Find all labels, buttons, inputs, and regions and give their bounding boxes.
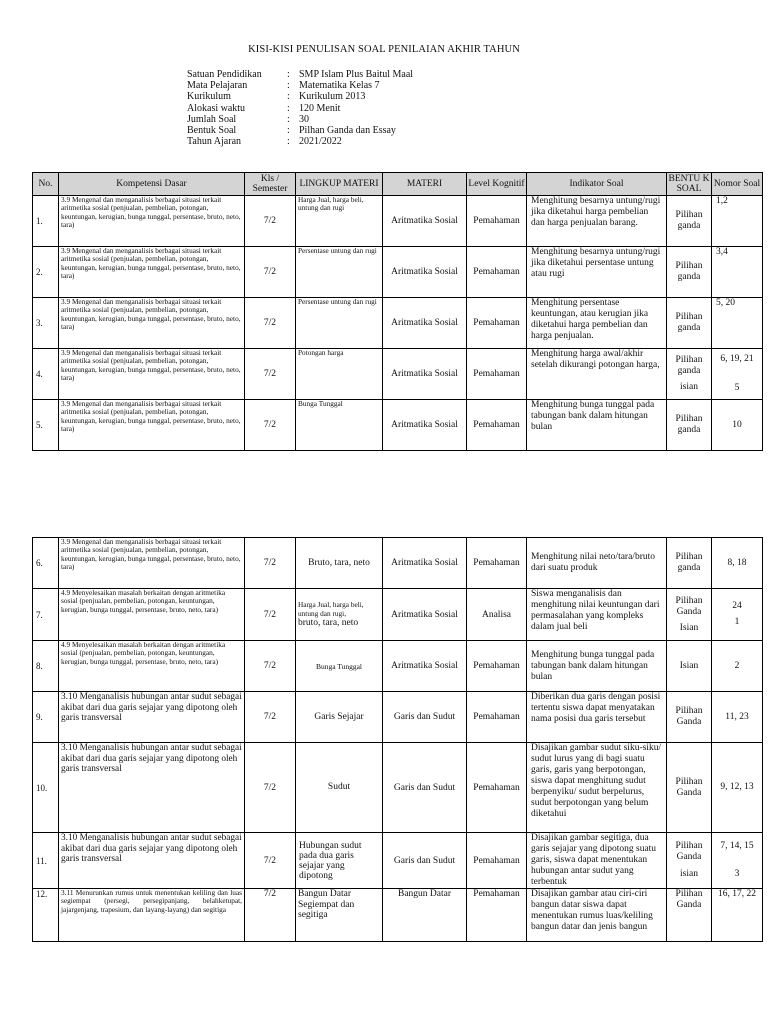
kls-semester: 7/2 — [245, 833, 296, 889]
lingkup-materi: Bruto, tara, neto — [296, 538, 383, 589]
bentuk-soal — [667, 349, 712, 400]
meta-colon: : — [287, 113, 290, 125]
bentuk-soal-primary: Pilihan ganda — [675, 355, 703, 376]
row-number: 6. — [33, 538, 59, 589]
meta-value: SMP Islam Plus Baitul Maal — [299, 69, 414, 80]
nomor-soal-primary: 6, 19, 21 — [720, 354, 754, 364]
meta-label: Kurikulum — [187, 91, 231, 103]
kompetensi-dasar: 3.9 Mengenal dan menganalisis berbagai situasi terkait aritmetika sosial (penjualan, pembelian, potongan, keuntungan, kerugian, bunga tunggal, persentase, bruto, neto, tara) — [59, 196, 245, 247]
bentuk-soal-primary: Pilihan Ganda — [675, 841, 703, 862]
bentuk-soal — [667, 589, 712, 641]
meta-label: Jumlah Soal — [187, 113, 237, 125]
lingkup-materi-secondary: bruto, tara, neto — [298, 617, 359, 628]
table-row — [33, 400, 763, 451]
header-kompetensi-dasar: Kompetensi Dasar — [59, 173, 245, 196]
meta-row-kurikulum — [187, 91, 413, 102]
kompetensi-dasar: 3.10 Menganalisis hubungan antar sudut sebagai akibat dari dua garis sejajar yang dipotong oleh garis transversal — [59, 833, 245, 889]
nomor-soal: 2 — [712, 641, 763, 692]
kisi-kisi-table-page-2 — [32, 537, 763, 942]
header-no: No. — [33, 173, 59, 196]
bentuk-soal: Isian — [667, 641, 712, 692]
row-number: 5. — [33, 400, 59, 451]
table-row — [33, 298, 763, 349]
row-number: 3. — [33, 298, 59, 349]
nomor-soal: 10 — [712, 400, 763, 451]
lingkup-materi — [296, 589, 383, 641]
table-row — [33, 247, 763, 298]
materi: Aritmatika Sosial — [383, 538, 467, 589]
kls-semester: 7/2 — [245, 247, 296, 298]
header-level-kognitif: Level Kognitif — [467, 173, 527, 196]
row-number: 1. — [33, 196, 59, 247]
bentuk-soal: Pilihan ganda — [667, 298, 712, 349]
lingkup-materi: Potongan harga — [296, 349, 383, 400]
indikator-soal: Menghitung bunga tunggal pada tabungan bank dalam hitungan bulan — [527, 400, 667, 451]
table-row — [33, 692, 763, 743]
materi: Garis dan Sudut — [383, 692, 467, 743]
kompetensi-dasar: 3.10 Menganalisis hubungan antar sudut sebagai akibat dari dua garis sejajar yang dipotong oleh garis transversal — [59, 743, 245, 833]
table-row — [33, 196, 763, 247]
row-number: 10. — [33, 743, 59, 833]
nomor-soal: 5, 20 — [712, 298, 763, 349]
bentuk-soal-primary: Pilihan Ganda — [675, 595, 703, 617]
level-kognitif: Pemahaman — [467, 298, 527, 349]
kompetensi-dasar: 3.10 Menganalisis hubungan antar sudut sebagai akibat dari dua garis sejajar yang dipotong oleh garis transversal — [59, 692, 245, 743]
bentuk-soal: Pilihan ganda — [667, 196, 712, 247]
nomor-soal: 11, 23 — [712, 692, 763, 743]
row-number: 11. — [33, 833, 59, 889]
bentuk-soal: Pilihan ganda — [667, 400, 712, 451]
lingkup-materi: Persentase untung dan rugi — [296, 298, 383, 349]
kompetensi-dasar: 3.9 Mengenal dan menganalisis berbagai situasi terkait aritmetika sosial (penjualan, pembelian, potongan, keuntungan, kerugian, bunga tunggal, persentase, bruto, neto, tara) — [59, 538, 245, 589]
indikator-soal: Disajikan gambar sudut siku-siku/ sudut lurus yang di bagi suatu garis, garis yang berpotongan, siswa dapat menghitung sudut berpenyiku/ sudut berpelurus, sudut berpotongan yang belum diketahui — [527, 743, 667, 833]
lingkup-materi: Garis Sejajar — [296, 692, 383, 743]
table-row — [33, 349, 763, 400]
nomor-soal: 9, 12, 13 — [712, 743, 763, 833]
kls-semester: 7/2 — [245, 743, 296, 833]
meta-row-tahun-ajaran — [187, 136, 413, 147]
bentuk-soal: Pilihan ganda — [667, 538, 712, 589]
indikator-soal: Diberikan dua garis dengan posisi tertentu siswa dapat menyatakan nama posisi dua garis tersebut — [527, 692, 667, 743]
row-number: 9. — [33, 692, 59, 743]
meta-row-alokasi-waktu — [187, 103, 413, 114]
level-kognitif: Pemahaman — [467, 349, 527, 400]
table-row — [33, 641, 763, 692]
header-kls-semester: Kls / Semester — [245, 173, 296, 196]
kls-semester: 7/2 — [245, 196, 296, 247]
kls-semester: 7/2 — [245, 538, 296, 589]
table-row — [33, 889, 763, 942]
kls-semester: 7/2 — [245, 692, 296, 743]
lingkup-materi: Bangun Datar Segiempat dan segitiga — [296, 889, 383, 942]
materi: Bangun Datar — [383, 889, 467, 942]
indikator-soal: Menghitung bunga tunggal pada tabungan bank dalam hitungan bulan — [527, 641, 667, 692]
bentuk-soal-secondary: Isian — [679, 622, 699, 633]
level-kognitif: Pemahaman — [467, 247, 527, 298]
level-kognitif: Pemahaman — [467, 833, 527, 889]
indikator-soal: Disajikan gambar segitiga, dua garis sejajar yang dipotong suatu garis, siswa dapat menentukan hubungan antar sudut yang terbentuk — [527, 833, 667, 889]
meta-value: Kurikulum 2013 — [299, 91, 366, 103]
level-kognitif: Pemahaman — [467, 400, 527, 451]
row-number: 7. — [33, 589, 59, 641]
kompetensi-dasar: 3.9 Mengenal dan menganalisis berbagai situasi terkait aritmetika sosial (penjualan, pembelian, potongan, keuntungan, kerugian, bunga tunggal, persentase, bruto, neto, tara) — [59, 400, 245, 451]
meta-row-jumlah-soal — [187, 114, 413, 125]
lingkup-materi: Bunga Tunggal — [296, 400, 383, 451]
lingkup-materi: Persentase untung dan rugi — [296, 247, 383, 298]
nomor-soal-secondary: 3 — [734, 869, 740, 879]
bentuk-soal: Pilihan Ganda — [667, 743, 712, 833]
table-row — [33, 833, 763, 889]
row-number: 12. — [33, 889, 59, 942]
indikator-soal: Disajikan gambar atau ciri-ciri bangun datar siswa dapat menentukan rumus luas/keliling bangun datar dan jenis bangun — [527, 889, 667, 942]
table-row — [33, 589, 763, 641]
meta-value: 2021/2022 — [299, 136, 342, 148]
indikator-soal: Menghitung besarnya untung/rugi jika diketahui persentase untung atau rugi — [527, 247, 667, 298]
bentuk-soal-secondary: isian — [680, 869, 698, 879]
nomor-soal: 3,4 — [712, 247, 763, 298]
level-kognitif: Analisa — [467, 589, 527, 641]
nomor-soal — [712, 589, 763, 641]
nomor-soal: 1,2 — [712, 196, 763, 247]
indikator-soal: Menghitung persentase keuntungan, atau kerugian jika diketahui harga pembelian dan harga penjualan. — [527, 298, 667, 349]
meta-value: 120 Menit — [299, 102, 341, 114]
bentuk-soal: Pilihan Ganda — [667, 889, 712, 942]
materi: Garis dan Sudut — [383, 833, 467, 889]
meta-label: Mata Pelajaran — [187, 80, 248, 92]
header-nomor-soal: Nomor Soal — [712, 173, 763, 196]
materi: Garis dan Sudut — [383, 743, 467, 833]
header-indikator-soal: Indikator Soal — [527, 173, 667, 196]
header-bentuk-soal: BENTU K SOAL — [667, 173, 712, 196]
kompetensi-dasar: 4.9 Menyelesaikan masalah berkaitan dengan aritmetika sosial (penjualan, pembelian, potongan, keuntungan, kerugian, bunga tunggal, persentase, bruto, neto, tara) — [59, 641, 245, 692]
kisi-kisi-table-page-1 — [32, 172, 763, 451]
indikator-soal: Menghitung harga awal/akhir setelah dikurangi potongan harga, — [527, 349, 667, 400]
kls-semester: 7/2 — [245, 349, 296, 400]
bentuk-soal — [667, 833, 712, 889]
nomor-soal-primary: 24 — [732, 601, 742, 611]
document-title: KISI-KISI PENULISAN SOAL PENILAIAN AKHIR TAHUN — [248, 44, 520, 55]
bentuk-soal: Pilihan ganda — [667, 247, 712, 298]
lingkup-materi: Sudut — [296, 743, 383, 833]
level-kognitif: Pemahaman — [467, 889, 527, 942]
materi: Aritmatika Sosial — [383, 298, 467, 349]
bentuk-soal: Pilihan Ganda — [667, 692, 712, 743]
meta-value: Pilhan Ganda dan Essay — [299, 125, 396, 137]
meta-label: Bentuk Soal — [187, 125, 237, 137]
level-kognitif: Pemahaman — [467, 196, 527, 247]
kls-semester: 7/2 — [245, 641, 296, 692]
level-kognitif: Pemahaman — [467, 692, 527, 743]
kls-semester: 7/2 — [245, 589, 296, 641]
nomor-soal-secondary: 1 — [734, 617, 740, 627]
meta-row-satuan-pendidikan — [187, 69, 413, 80]
indikator-soal: Siswa menganalisis dan menghitung nilai keuntungan dari permasalahan yang kompleks dalam jual beli — [527, 589, 667, 641]
meta-colon: : — [287, 125, 290, 137]
lingkup-materi: Bunga Tunggal — [296, 641, 383, 692]
nomor-soal: 16, 17, 22 — [712, 889, 763, 942]
materi: Aritmatika Sosial — [383, 247, 467, 298]
nomor-soal — [712, 349, 763, 400]
header-materi: MATERI — [383, 173, 467, 196]
lingkup-materi: Harga Jual, harga beli, untung dan rugi — [296, 196, 383, 247]
meta-label: Satuan Pendidikan — [187, 69, 262, 80]
indikator-soal: Menghitung nilai neto/tara/bruto dari suatu produk — [527, 538, 667, 589]
header-lingkup-materi: LINGKUP MATERI — [296, 173, 383, 196]
lingkup-materi-primary: Harga Jual, harga beli, untung dan rugi, — [298, 600, 364, 618]
nomor-soal-secondary: 5 — [734, 383, 740, 393]
meta-colon: : — [287, 80, 290, 92]
meta-colon: : — [287, 91, 290, 103]
kls-semester: 7/2 — [245, 400, 296, 451]
document-metadata — [187, 69, 413, 147]
meta-value: 30 — [299, 113, 309, 125]
lingkup-materi: Hubungan sudut pada dua garis sejajar yang dipotong — [296, 833, 383, 889]
kompetensi-dasar: 3.9 Mengenal dan menganalisis berbagai situasi terkait aritmetika sosial (penjualan, pembelian, potongan, keuntungan, kerugian, bunga tunggal, persentase, bruto, neto, tara) — [59, 247, 245, 298]
meta-row-bentuk-soal — [187, 125, 413, 136]
materi: Aritmatika Sosial — [383, 589, 467, 641]
table-row — [33, 538, 763, 589]
meta-label: Alokasi waktu — [187, 102, 246, 114]
nomor-soal — [712, 833, 763, 889]
level-kognitif: Pemahaman — [467, 538, 527, 589]
indikator-soal: Menghitung besarnya untung/rugi jika diketahui harga pembelian dan harga penjualan barang. — [527, 196, 667, 247]
table-row — [33, 743, 763, 833]
kompetensi-dasar: 3.11 Menurunkan rumus untuk menentukan keliling dan luas segiempat (persegi, persegipanjang, belahketupat, jajargenjang, trapesium, dan layang-layang) dan segitiga — [59, 889, 245, 942]
kompetensi-dasar: 3.9 Mengenal dan menganalisis berbagai situasi terkait aritmetika sosial (penjualan, pembelian, potongan, keuntungan, kerugian, bunga tunggal, persentase, bruto, neto, tara) — [59, 298, 245, 349]
level-kognitif: Pemahaman — [467, 641, 527, 692]
row-number: 4. — [33, 349, 59, 400]
meta-colon: : — [287, 136, 290, 148]
kompetensi-dasar: 3.9 Mengenal dan menganalisis berbagai situasi terkait aritmetika sosial (penjualan, pembelian, potongan, keuntungan, kerugian, bunga tunggal, persentase, bruto, neto, tara) — [59, 349, 245, 400]
row-number: 8. — [33, 641, 59, 692]
meta-value: Matematika Kelas 7 — [299, 80, 380, 92]
materi: Aritmatika Sosial — [383, 196, 467, 247]
materi: Aritmatika Sosial — [383, 349, 467, 400]
kls-semester: 7/2 — [245, 298, 296, 349]
meta-colon: : — [287, 69, 290, 80]
row-number: 2. — [33, 247, 59, 298]
meta-label: Tahun Ajaran — [187, 136, 242, 148]
meta-row-mata-pelajaran — [187, 80, 413, 91]
level-kognitif: Pemahaman — [467, 743, 527, 833]
materi: Aritmatika Sosial — [383, 400, 467, 451]
bentuk-soal-secondary: isian — [680, 382, 698, 392]
kompetensi-dasar: 4.9 Menyelesaikan masalah berkaitan dengan aritmetika sosial (penjualan, pembelian, potongan, keuntungan, kerugian, bunga tunggal, persentase, bruto, neto, tara) — [59, 589, 245, 641]
meta-colon: : — [287, 102, 290, 114]
kls-semester: 7/2 — [245, 889, 296, 942]
nomor-soal: 8, 18 — [712, 538, 763, 589]
materi: Aritmatika Sosial — [383, 641, 467, 692]
nomor-soal-primary: 7, 14, 15 — [720, 841, 754, 851]
table-header-row — [33, 173, 763, 196]
